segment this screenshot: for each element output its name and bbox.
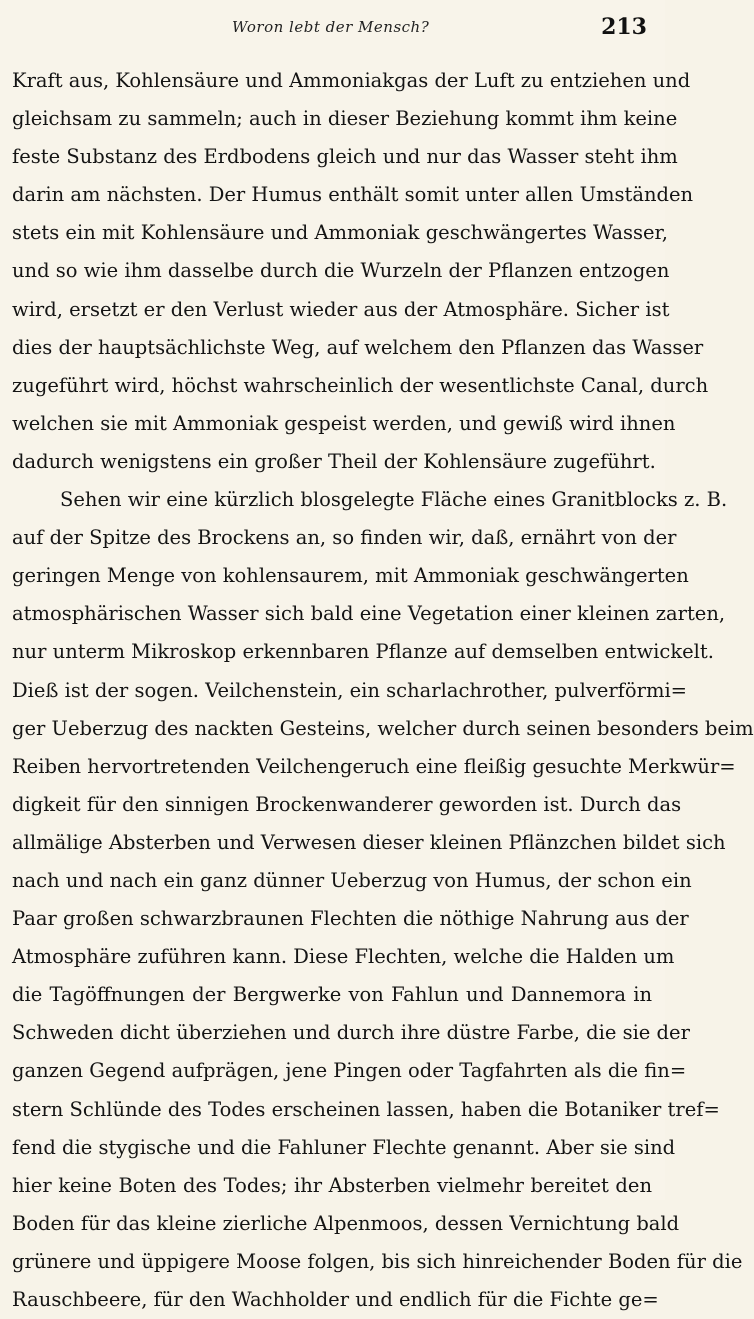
text-line: atmosphärischen Wasser sich bald eine Vegetation einer kleinen zarten, xyxy=(12,602,726,626)
text-line: die Tagöffnungen der Bergwerke von Fahlun und Dannemora in xyxy=(12,983,652,1007)
text-line: zugeführt wird, höchst wahrscheinlich der wesentlichste Canal, durch xyxy=(12,373,709,397)
text-line: nur unterm Mikroskop erkennbaren Pflanze auf demselben entwickelt. xyxy=(12,640,714,664)
text-line: und so wie ihm dasselbe durch die Wurzeln der Pflanzen entzogen xyxy=(12,259,670,283)
page-number: 213 xyxy=(601,14,647,40)
text-line: ger Ueberzug des nackten Gesteins, welcher durch seinen besonders beim xyxy=(12,716,754,740)
text-line: Paar großen schwarzbraunen Flechten die nöthige Nahrung aus der xyxy=(12,907,689,931)
text-line: feste Substanz des Erdbodens gleich und nur das Wasser steht ihm xyxy=(12,145,678,169)
text-line: dies der hauptsächlichste Weg, auf welchem den Pflanzen das Wasser xyxy=(12,335,704,359)
paragraph-start-line: Sehen wir eine kürzlich blosgelegte Fläche eines Granitblocks z. B. xyxy=(60,488,728,512)
body-text xyxy=(12,62,754,1319)
text-line: Boden für das kleine zierliche Alpenmoos, dessen Vernichtung bald xyxy=(12,1211,680,1235)
page-header xyxy=(0,12,665,42)
text-line: dadurch wenigstens ein großer Theil der Kohlensäure zugeführt. xyxy=(12,449,656,473)
text-line: Dieß ist der sogen. Veilchenstein, ein scharlachrother, pulverförmi= xyxy=(12,678,688,702)
text-line: Schweden dicht überziehen und durch ihre düstre Farbe, die sie der xyxy=(12,1021,690,1045)
text-line: Atmosphäre zuführen kann. Diese Flechten, welche die Halden um xyxy=(12,945,675,969)
text-line: geringen Menge von kohlensaurem, mit Ammoniak geschwängerten xyxy=(12,564,689,588)
text-line: auf der Spitze des Brockens an, so finden wir, daß, ernährt von der xyxy=(12,526,677,550)
text-line: nach und nach ein ganz dünner Ueberzug von Humus, der schon ein xyxy=(12,868,692,892)
text-line: wird, ersetzt er den Verlust wieder aus der Atmosphäre. Sicher ist xyxy=(12,297,670,321)
text-line: fend die stygische und die Fahluner Flechte genannt. Aber sie sind xyxy=(12,1135,676,1159)
text-line: gleichsam zu sammeln; auch in dieser Beziehung kommt ihm keine xyxy=(12,107,678,131)
text-line: darin am nächsten. Der Humus enthält somit unter allen Umständen xyxy=(12,183,694,207)
text-line: Kraft aus, Kohlensäure und Ammoniakgas der Luft zu entziehen und xyxy=(12,69,691,92)
text-line: ganzen Gegend aufprägen, jene Pingen oder Tagfahrten als die fin= xyxy=(12,1059,687,1083)
text-line: hier keine Boten des Todes; ihr Absterben vielmehr bereitet den xyxy=(12,1173,652,1197)
text-line: grünere und üppigere Moose folgen, bis sich hinreichender Boden für die xyxy=(12,1249,743,1273)
text-line: Rauschbeere, für den Wachholder und endlich für die Fichte ge= xyxy=(12,1288,659,1311)
running-title: Woron lebt der Mensch? xyxy=(232,18,430,36)
text-line: stets ein mit Kohlensäure und Ammoniak geschwängertes Wasser, xyxy=(12,221,668,245)
text-line: stern Schlünde des Todes erscheinen lassen, haben die Botaniker tref= xyxy=(12,1097,720,1121)
text-line: welchen sie mit Ammoniak gespeist werden, und gewiß wird ihnen xyxy=(12,411,676,435)
text-line: digkeit für den sinnigen Brockenwanderer geworden ist. Durch das xyxy=(12,792,682,816)
text-line: Reiben hervortretenden Veilchengeruch eine fleißig gesuchte Merkwür= xyxy=(12,754,736,778)
text-line: allmälige Absterben und Verwesen dieser kleinen Pflänzchen bildet sich xyxy=(12,830,726,854)
